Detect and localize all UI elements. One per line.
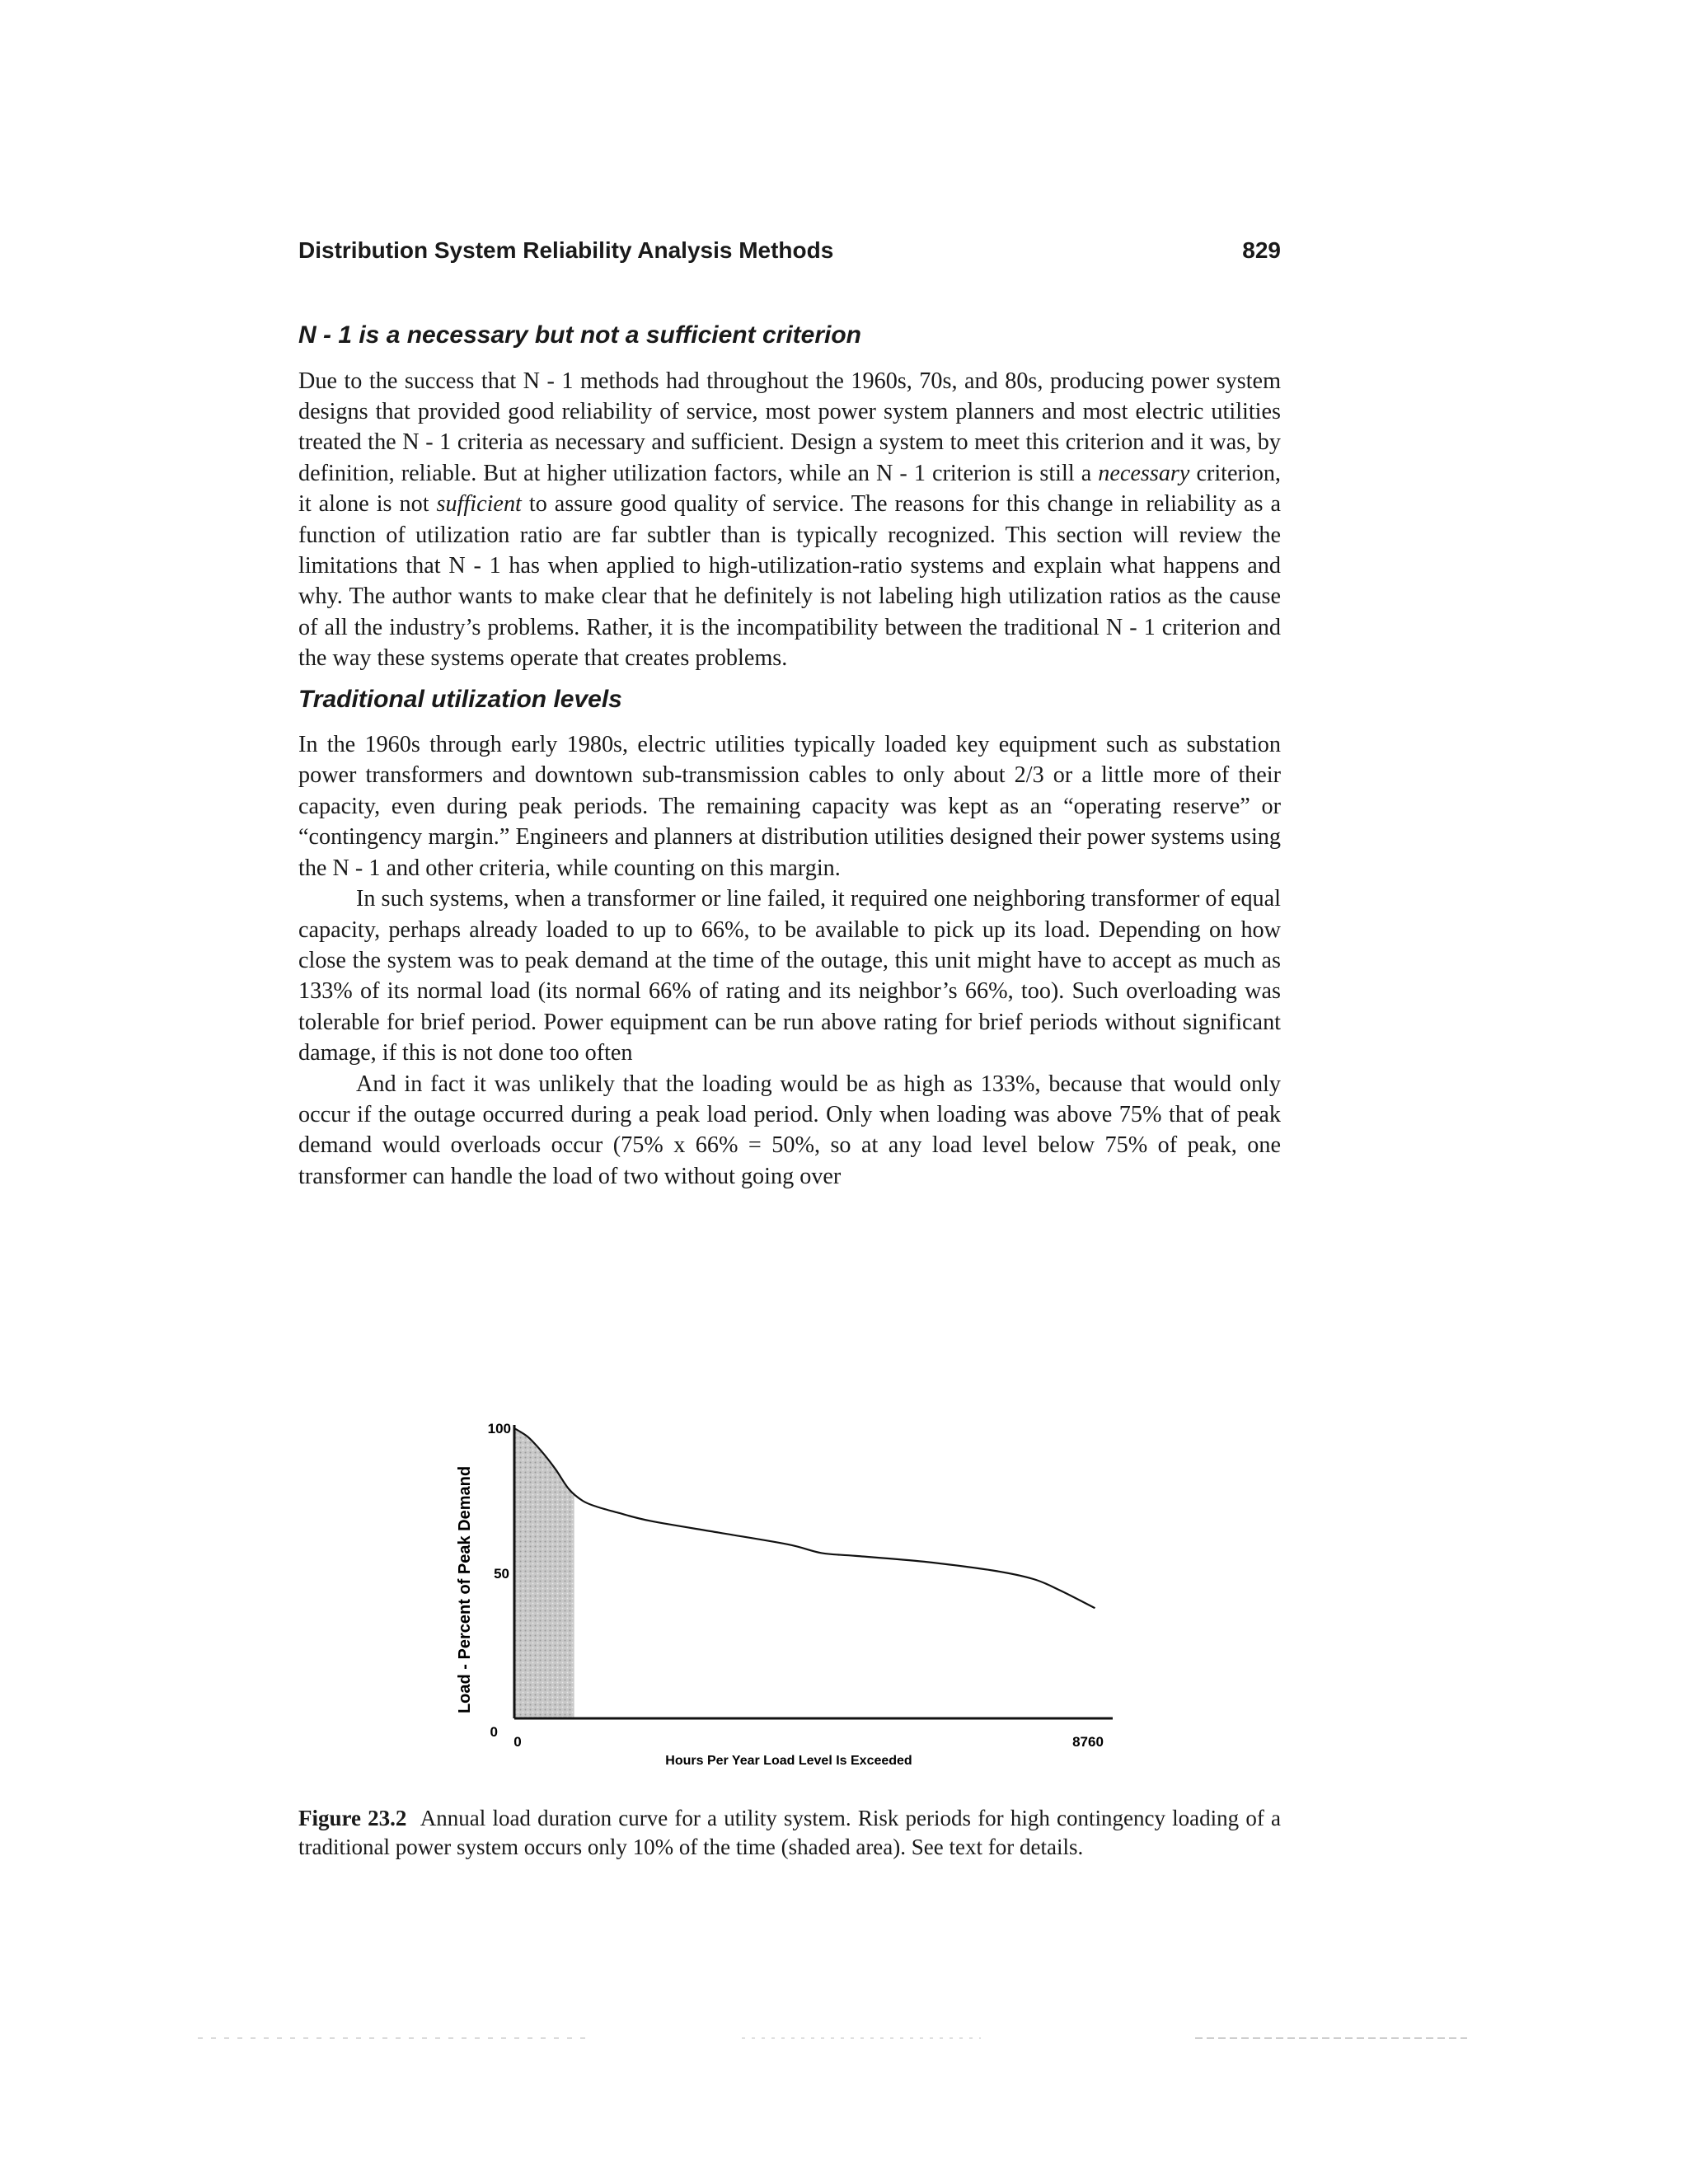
- y-tick-label-100: 100: [487, 1421, 511, 1436]
- figure-caption: [298, 1804, 1281, 1862]
- x-axis-label: Hours Per Year Load Level Is Exceeded: [665, 1754, 912, 1768]
- figure-caption-label: Figure 23.2: [298, 1806, 407, 1830]
- y-tick-label-0: 0: [490, 1724, 498, 1740]
- y-tick-label-50: 50: [494, 1566, 509, 1582]
- section-heading-utilization: Traditional utilization levels: [298, 685, 622, 713]
- load-duration-figure: [445, 1397, 1129, 1801]
- x-tick-label-0: 0: [513, 1734, 522, 1750]
- paragraph-utilization-1: In the 1960s through early 1980s, electric utilities typically loaded key equipment such as substation power transformers and downtown sub-transmission cables to only about 2/3 or a little more of their capacity, even during peak periods. The remaining capacity was kept as an “operating reserve” or “contingency margin.” Engineers and planners at distribution utilities designed their power systems using the N - 1 and other criteria, while counting on this margin.: [298, 732, 1281, 881]
- main-content: [298, 320, 1281, 1192]
- paragraph-utilization-2: In such systems, when a transformer or line failed, it required one neighboring transformer of equal capacity, perhaps already loaded to up to 66%, to be available to pick up its load. Depending on how close the system was to peak demand at the time of the outage, this unit might have to accept as much as 133% of its normal load (its normal 66% of rating and its neighbor’s 66%, too). Such overloading was tolerable for brief period. Power equipment can be run above rating for brief periods without significant damage, if this is not done too often: [298, 886, 1281, 1066]
- shaded-risk-region: [514, 1428, 574, 1718]
- paragraph-utilization-3: And in fact it was unlikely that the loading would be as high as 133%, because that would only occur if the outage occurred during a peak load period. Only when loading was above 75% that of peak demand would overloads occur (75% x 66% = 50%, so at any load level below 75% of peak, one transformer can handle the load of two without going over: [298, 1071, 1281, 1189]
- scan-artifact-marks: [0, 2036, 1688, 2041]
- section-heading-n1: N - 1 is a necessary but not a sufficient criterion: [298, 321, 861, 349]
- figure-caption-text: Annual load duration curve for a utility system. Risk periods for high contingency loading of a traditional power system occurs only 10% of the time (shaded area). See text for details.: [298, 1806, 1281, 1859]
- emphasis-necessary: necessary: [1098, 460, 1190, 486]
- paragraph-n1-criterion: Due to the success that N - 1 methods had throughout the 1960s, 70s, and 80s, producing power system designs that provided good reliability of service, most power system planners and most electric utilities treated the N - 1 criteria as necessary and sufficient. Design a system to meet this criterion and it was, by definition, reliable. But at higher utilization factors, while an N - 1 criterion is still a necessary criterion, it alone is not sufficient to assure good quality of service. The reasons for this change in reliability as a function of utilization ratio are far subtler than is typically recognized. This section will review the limitations that N - 1 has when applied to high-utilization-ratio systems and explain what happens and why. The author wants to make clear that he definitely is not labeling high utilization ratios as the cause of all the industry’s problems. Rather, it is the incompatibility between the traditional N - 1 criterion and the way these systems operate that creates problems.: [298, 368, 1281, 672]
- running-title: Distribution System Reliability Analysis Methods: [298, 237, 834, 263]
- y-axis-label: Load - Percent of Peak Demand: [456, 1465, 474, 1714]
- emphasis-sufficient: sufficient: [436, 491, 522, 518]
- x-tick-label-8760: 8760: [1072, 1734, 1104, 1750]
- load-duration-chart: [445, 1397, 1129, 1801]
- load-duration-curve: [514, 1428, 1095, 1608]
- page-number: 829: [1242, 237, 1281, 263]
